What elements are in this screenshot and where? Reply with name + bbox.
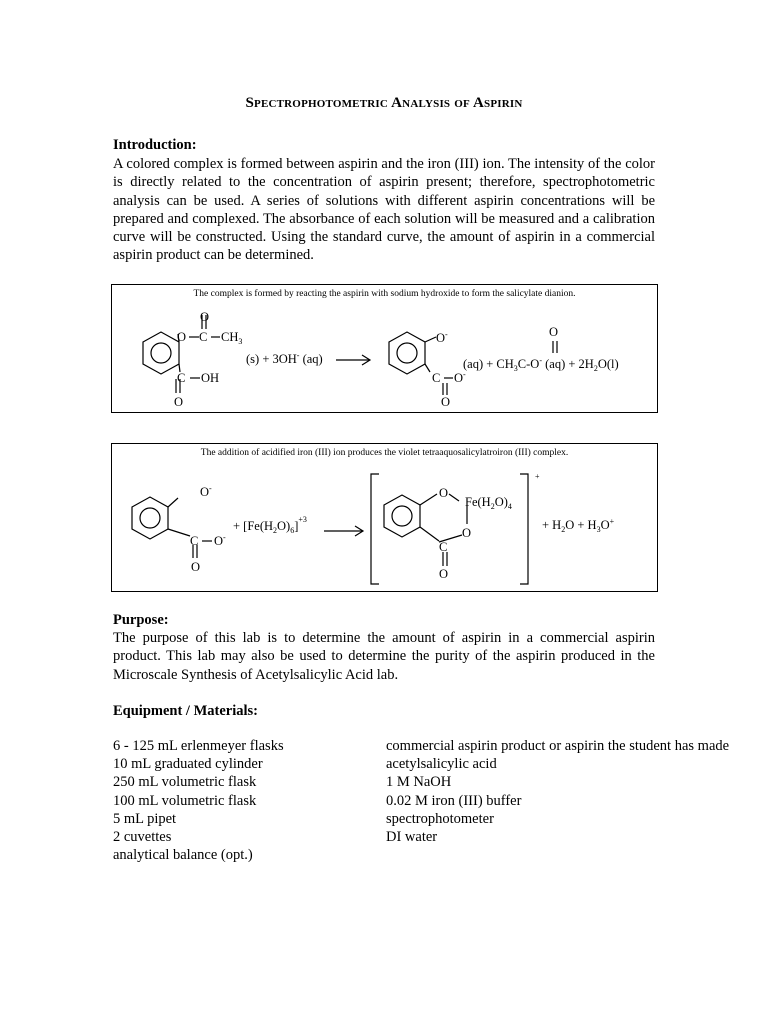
- list-item: 2 cuvettes: [113, 829, 172, 846]
- list-item: analytical balance (opt.): [113, 847, 253, 864]
- purpose-paragraph: The purpose of this lab is to determine the amount of aspirin in a commercial aspirin product. This lab may also be used to determine the purity of the aspirin produced in the Microscale Synthesis of Acetylsalicylic Acid lab.: [113, 630, 655, 683]
- list-item: 6 - 125 mL erlenmeyer flasks: [113, 738, 284, 754]
- introduction-paragraph: A colored complex is formed between aspirin and the iron (III) ion. The intensity of the color is directly related to the concentration of aspirin present; therefore, spectrophotometric analysis can be used. A series of solutions with different aspirin concentrations will be prepared and complexed. The absorbance of each solution will be measured and a calibration curve will be constructed. Using the standard curve, the amount of aspirin in a commercial aspirin product can be determined.: [113, 156, 655, 264]
- purpose-heading: Purpose:: [113, 612, 169, 628]
- list-item: 100 mL volumetric flask: [113, 792, 257, 809]
- list-item: 0.02 M iron (III) buffer: [386, 792, 522, 809]
- list-item: 5 mL pipet: [113, 810, 177, 827]
- reaction-box-hydrolysis: [111, 284, 658, 413]
- reaction-box-complexation: [111, 443, 658, 592]
- list-item: acetylsalicylic acid: [386, 756, 497, 773]
- page-title: Spectrophotometric Analysis of Aspirin: [245, 95, 523, 111]
- list-item: DI water: [386, 829, 438, 846]
- equipment-list-left: [113, 737, 284, 864]
- reaction-caption-complexation: The addition of acidified iron (III) ion produces the violet tetraaquosalicylatroiron (III) complex.: [200, 448, 569, 458]
- hydrolysis-reaction-diagram: [112, 285, 659, 414]
- list-item: 1 M NaOH: [386, 774, 452, 791]
- introduction-heading: Introduction:: [113, 137, 197, 153]
- svg-text:O O C: O O C $CH_3$ (s) + 3OH- (aq) C OH O O- C O- O O $(aq) + CH_3C-O^-$ $(aq) + 2H_2O(l)$: [174, 310, 619, 409]
- list-item: spectrophotometer: [386, 810, 494, 827]
- reaction-caption-hydrolysis: The complex is formed by reacting the aspirin with sodium hydroxide to form the salicylate dianion.: [193, 289, 576, 299]
- materials-list-right: [386, 737, 756, 846]
- equipment-heading: Equipment / Materials:: [113, 703, 258, 719]
- svg-text:O- C O-: O- C O- O + $[Fe(H_2O)_6]^{+3}$ O $Fe(H_2O)_4$ O C O + + $H_2O + H_3O^+$: [190, 472, 615, 581]
- list-item: commercial aspirin product or aspirin the student has made: [386, 738, 730, 754]
- list-item: 250 mL volumetric flask: [113, 774, 257, 791]
- complexation-reaction-diagram: [112, 444, 659, 593]
- list-item: 10 mL graduated cylinder: [113, 756, 263, 773]
